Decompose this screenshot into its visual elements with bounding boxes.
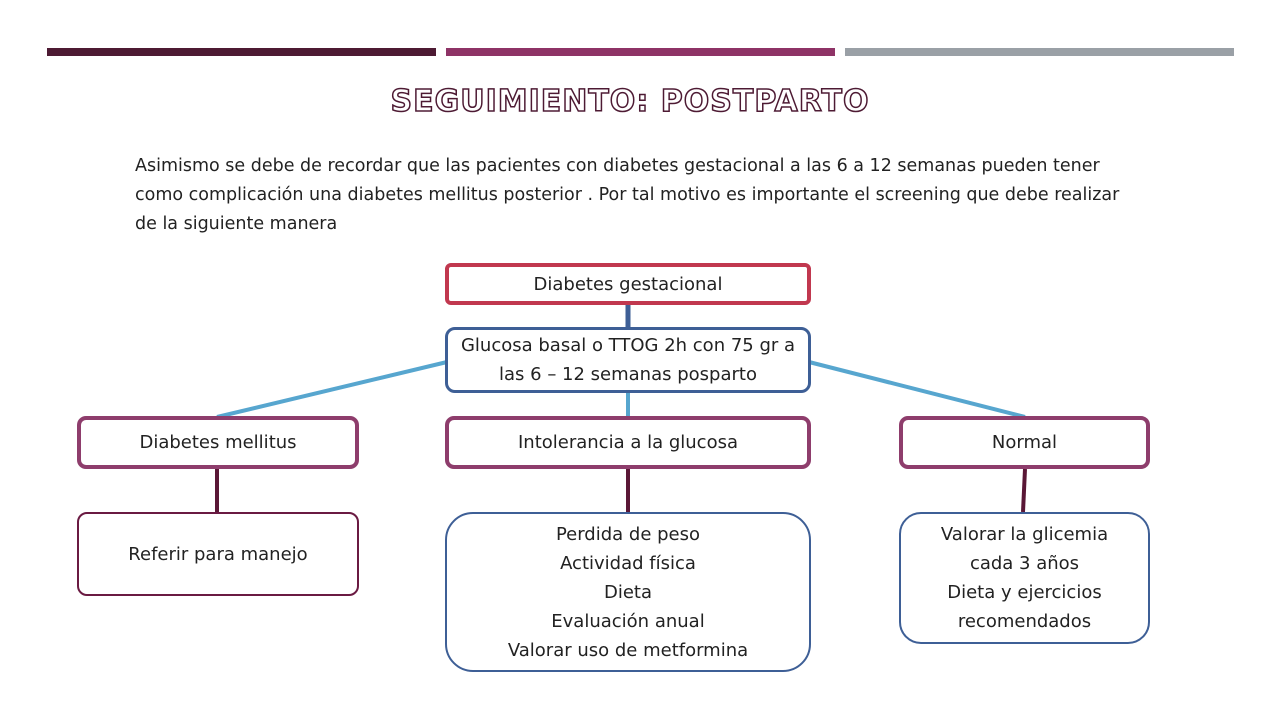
intro-paragraph: Asimismo se debe de recordar que las pacientes con diabetes gestacional a las 6 a 12 semanas pueden tener como complicación una diabetes mellitus posterior . Por tal motivo es importante el screening que debe realizar de la siguiente manera — [135, 156, 1120, 234]
node-diabetes-gestacional: Diabetes gestacional — [445, 263, 811, 305]
node-intolerancia-glucosa: Intolerancia a la glucosa — [445, 416, 811, 469]
node-normal-actions: Valorar la glicemia cada 3 años Dieta y ejercicios recomendados — [899, 512, 1150, 644]
node-intolerance-actions: Perdida de peso Actividad física Dieta Evaluación anual Valorar uso de metformina — [445, 512, 811, 672]
connector-test-to-normal — [809, 362, 1025, 417]
node-normal: Normal — [899, 416, 1150, 469]
node-referir-manejo: Referir para manejo — [77, 512, 359, 596]
page-title: SEGUIMIENTO: POSTPARTO — [390, 84, 870, 119]
node-diabetes-mellitus: Diabetes mellitus — [77, 416, 359, 469]
connector-test-to-dm — [217, 362, 447, 417]
node-glucose-test: Glucosa basal o TTOG 2h con 75 gr a las 6 – 12 semanas posparto — [445, 327, 811, 393]
connector-normal-to-action — [1023, 469, 1025, 512]
